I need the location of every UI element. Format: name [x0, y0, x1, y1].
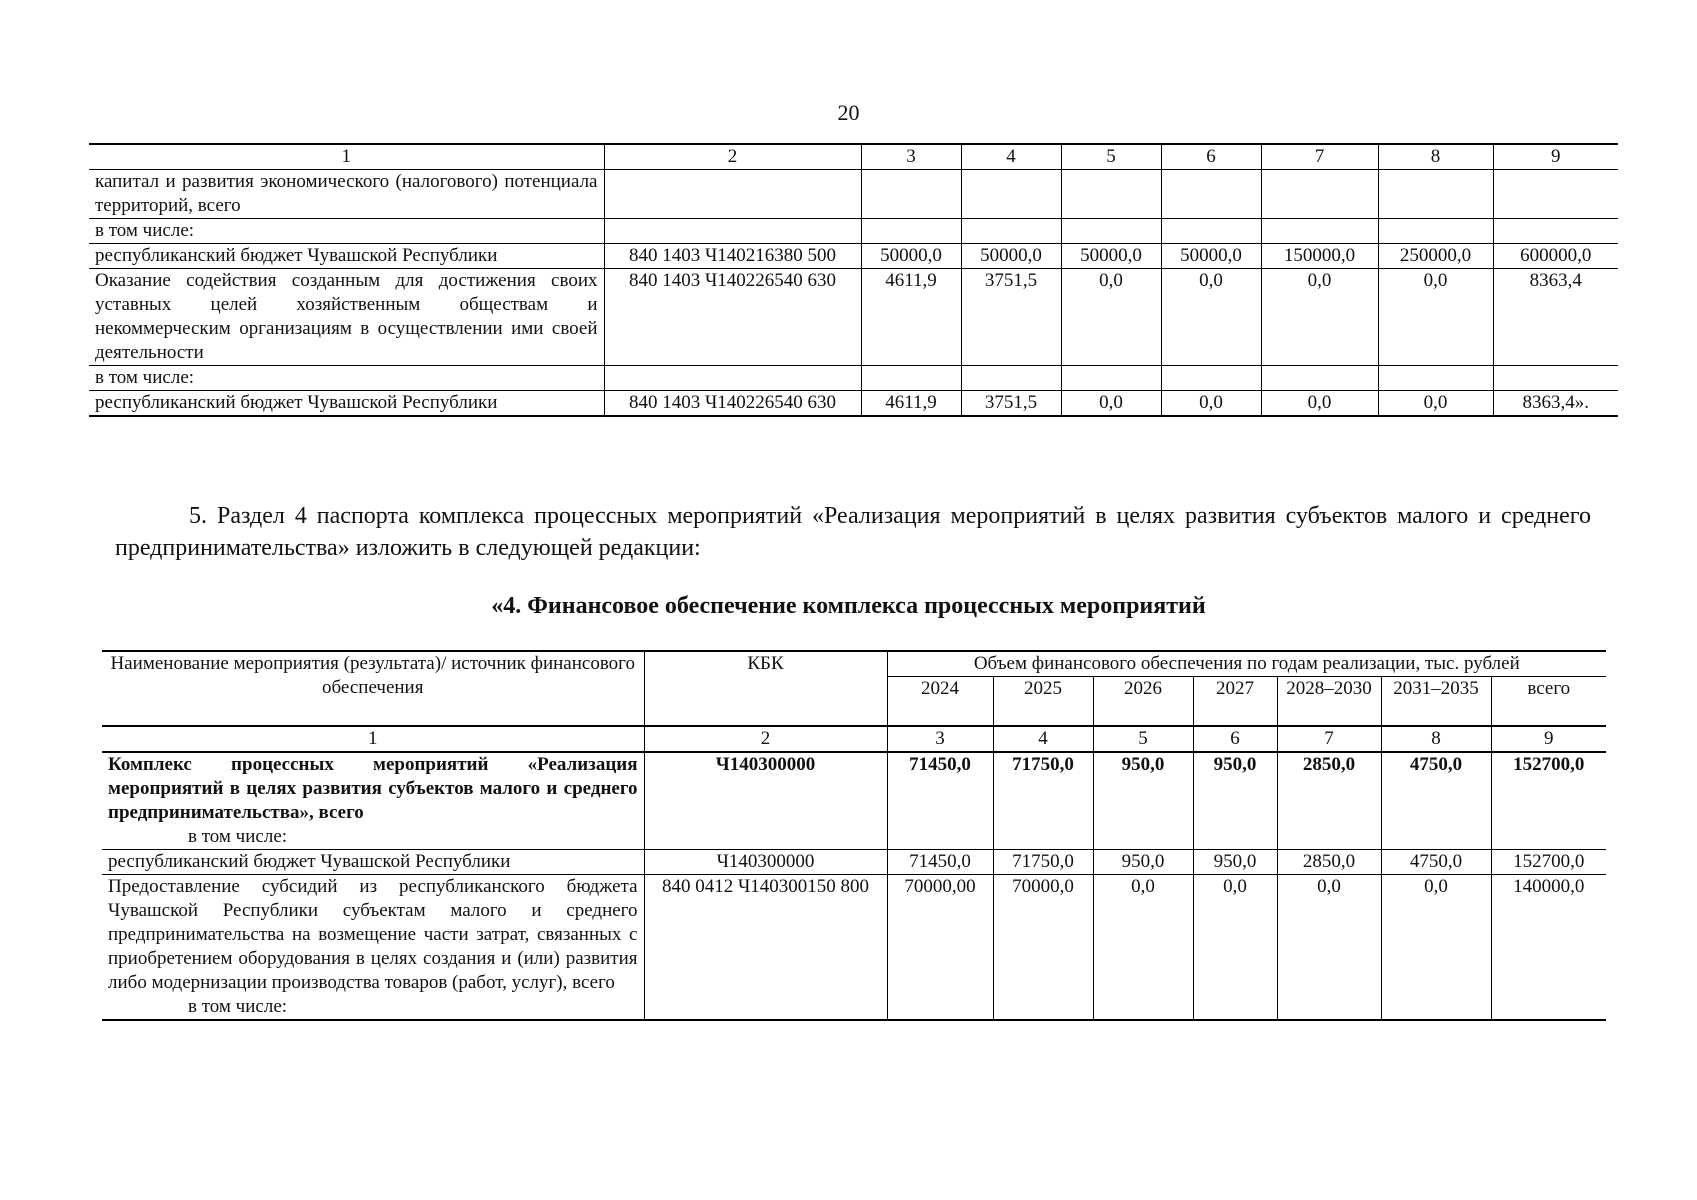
row-value — [961, 366, 1061, 391]
row-value: 0,0 — [1193, 875, 1277, 1021]
row-value — [1161, 170, 1261, 219]
table2-col-number: 8 — [1381, 726, 1491, 752]
row-value: 0,0 — [1261, 391, 1378, 417]
row-value: 8363,4 — [1493, 269, 1618, 366]
row-value: 71750,0 — [993, 850, 1093, 875]
row-value — [1493, 170, 1618, 219]
row-value: 8363,4». — [1493, 391, 1618, 417]
row-value: 950,0 — [1193, 850, 1277, 875]
table1-col-number: 3 — [861, 144, 961, 170]
table2-col-number: 4 — [993, 726, 1093, 752]
row-value — [1378, 219, 1493, 244]
row-value: 71750,0 — [993, 752, 1093, 850]
table2-col-number: 9 — [1491, 726, 1606, 752]
table-row — [89, 269, 1618, 366]
row-value: 50000,0 — [961, 244, 1061, 269]
row-value: 0,0 — [1378, 269, 1493, 366]
row-name: Оказание содействия созданным для достижения своих уставных целей хозяйственным обществам и некоммерческим организациям в осуществлении ими своей деятельности — [89, 269, 604, 366]
row-value: 70000,0 — [993, 875, 1093, 1021]
table2-col-number: 5 — [1093, 726, 1193, 752]
header-year: 2024 — [887, 677, 993, 727]
page-number: 20 — [837, 100, 860, 125]
table-row — [102, 850, 1606, 875]
row-value: 0,0 — [1277, 875, 1381, 1021]
table1-header-row — [89, 144, 1618, 170]
row-kbk: 840 1403 Ч140226540 630 — [604, 391, 861, 417]
header-year: 2027 — [1193, 677, 1277, 727]
row-value — [1061, 170, 1161, 219]
row-value — [1061, 219, 1161, 244]
row-kbk: 840 1403 Ч140226540 630 — [604, 269, 861, 366]
table1-col-number: 9 — [1493, 144, 1618, 170]
table2-number-row — [102, 726, 1606, 752]
row-name: республиканский бюджет Чувашской Республики — [89, 244, 604, 269]
row-value — [961, 219, 1061, 244]
row-value — [961, 170, 1061, 219]
table2-col-number: 7 — [1277, 726, 1381, 752]
row-value — [1161, 219, 1261, 244]
row-value — [1061, 366, 1161, 391]
row-value: 50000,0 — [1161, 244, 1261, 269]
row-name: республиканский бюджет Чувашской Республики — [89, 391, 604, 417]
row-value — [1161, 366, 1261, 391]
table1-col-number: 6 — [1161, 144, 1261, 170]
row-value: 3751,5 — [961, 269, 1061, 366]
row-value: 50000,0 — [1061, 244, 1161, 269]
row-kbk: Ч140300000 — [644, 752, 887, 850]
row-value: 250000,0 — [1378, 244, 1493, 269]
table-row — [89, 219, 1618, 244]
row-value: 150000,0 — [1261, 244, 1378, 269]
row-value — [1261, 219, 1378, 244]
table-row — [89, 170, 1618, 219]
table1-col-number: 4 — [961, 144, 1061, 170]
row-kbk — [604, 219, 861, 244]
header-year: 2028–2030 — [1277, 677, 1381, 727]
row-value — [861, 170, 961, 219]
row-name: республиканский бюджет Чувашской Республики — [102, 850, 644, 875]
row-value: 0,0 — [1061, 391, 1161, 417]
row-value: 0,0 — [1093, 875, 1193, 1021]
row-name: Комплекс процессных мероприятий «Реализация мероприятий в целях развития субъектов малого и среднего предпринимательства», всего — [108, 754, 638, 823]
row-value: 0,0 — [1381, 875, 1491, 1021]
table1-col-number: 2 — [604, 144, 861, 170]
table-row — [89, 391, 1618, 417]
header-volume: Объем финансового обеспечения по годам реализации, тыс. рублей — [887, 651, 1606, 677]
row-value: 2850,0 — [1277, 850, 1381, 875]
row-value: 71450,0 — [887, 752, 993, 850]
row-kbk — [604, 170, 861, 219]
row-value: 71450,0 — [887, 850, 993, 875]
row-value: 950,0 — [1093, 850, 1193, 875]
table2-col-number: 6 — [1193, 726, 1277, 752]
table1-col-number: 1 — [341, 146, 351, 167]
table-row — [102, 875, 1606, 1021]
row-value: 0,0 — [1061, 269, 1161, 366]
section-title: «4. Финансовое обеспечение комплекса процессных мероприятий — [491, 593, 1206, 619]
continuation-table — [89, 143, 1618, 417]
header-year: 2026 — [1093, 677, 1193, 727]
row-value: 4750,0 — [1381, 850, 1491, 875]
row-value — [1261, 366, 1378, 391]
row-name: в том числе: — [89, 366, 604, 391]
row-value — [1378, 170, 1493, 219]
row-value: 0,0 — [1378, 391, 1493, 417]
row-value: 950,0 — [1093, 752, 1193, 850]
row-value: 0,0 — [1161, 269, 1261, 366]
row-value: 4611,9 — [861, 269, 961, 366]
row-value: 3751,5 — [961, 391, 1061, 417]
header-name: Наименование мероприятия (результата)/ источник финансового обеспечения — [110, 653, 635, 698]
table1-col-number: 5 — [1061, 144, 1161, 170]
table2-header-row — [102, 651, 1606, 677]
table-row — [89, 366, 1618, 391]
table1-col-number: 8 — [1378, 144, 1493, 170]
row-value: 70000,00 — [887, 875, 993, 1021]
table2-col-number: 3 — [887, 726, 993, 752]
header-year: 2025 — [993, 677, 1093, 727]
row-name: в том числе: — [89, 219, 604, 244]
row-value — [1493, 219, 1618, 244]
row-value: 0,0 — [1161, 391, 1261, 417]
financing-table — [102, 650, 1606, 1021]
row-value — [1261, 170, 1378, 219]
row-value — [1378, 366, 1493, 391]
row-value — [861, 366, 961, 391]
row-value: 2850,0 — [1277, 752, 1381, 850]
row-sub: в том числе: — [188, 996, 288, 1017]
row-value: 600000,0 — [1493, 244, 1618, 269]
row-value — [1493, 366, 1618, 391]
row-kbk — [604, 366, 861, 391]
row-name-cell — [102, 752, 644, 850]
row-sub: в том числе: — [188, 826, 288, 847]
row-value: 4750,0 — [1381, 752, 1491, 850]
header-year: всего — [1491, 677, 1606, 727]
row-value: 0,0 — [1261, 269, 1378, 366]
row-kbk: 840 1403 Ч140216380 500 — [604, 244, 861, 269]
row-name: капитал и развития экономического (налогового) потенциала территорий, всего — [89, 170, 604, 219]
row-kbk: Ч140300000 — [644, 850, 887, 875]
amendment-paragraph: 5. Раздел 4 паспорта комплекса процессных мероприятий «Реализация мероприятий в целях развития субъектов малого и среднего предпринимательства» изложить в следующей редакции: — [115, 503, 1591, 561]
table2-col-number: 1 — [102, 726, 644, 752]
table1-col-number: 7 — [1261, 144, 1378, 170]
row-value: 152700,0 — [1491, 850, 1606, 875]
row-value: 950,0 — [1193, 752, 1277, 850]
row-kbk: 840 0412 Ч140300150 800 — [644, 875, 887, 1021]
row-value: 152700,0 — [1491, 752, 1606, 850]
row-name-cell — [102, 875, 644, 1021]
header-kbk: КБК — [644, 651, 887, 726]
row-value: 140000,0 — [1491, 875, 1606, 1021]
row-value: 50000,0 — [861, 244, 961, 269]
header-year: 2031–2035 — [1381, 677, 1491, 727]
table-row — [102, 752, 1606, 850]
row-value — [861, 219, 961, 244]
table2-col-number: 2 — [644, 726, 887, 752]
row-name: Предоставление субсидий из республиканского бюджета Чувашской Республики субъектам малого и среднего предпринимательства на возмещение части затрат, связанных с приобретением оборудования в целях создания и (или) развития либо модернизации производства товаров (работ, услуг), всего — [108, 876, 638, 993]
row-value: 4611,9 — [861, 391, 961, 417]
table-row — [89, 244, 1618, 269]
